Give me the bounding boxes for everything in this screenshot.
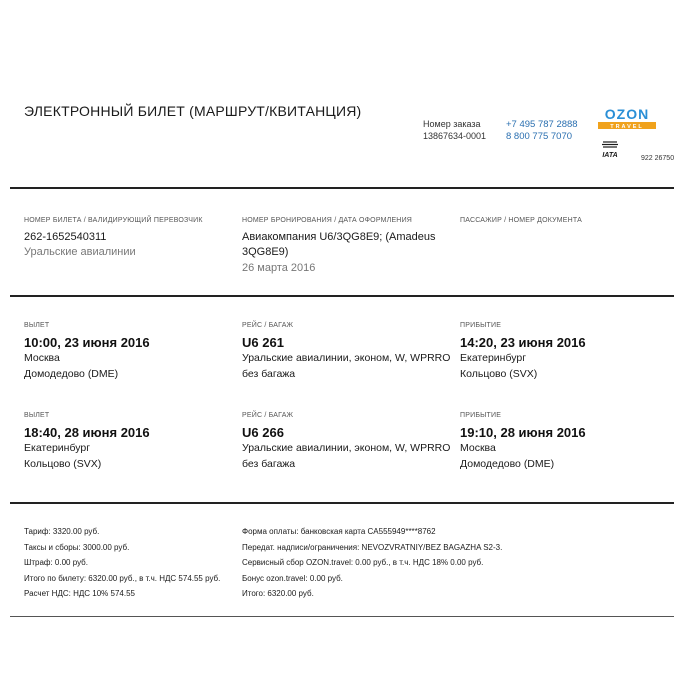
iata-text: IATA	[602, 152, 618, 159]
segment-1-arrival	[460, 322, 586, 382]
segment-1-flight	[242, 322, 450, 382]
order-label: Номер заказа	[423, 119, 481, 129]
passenger-label: ПАССАЖИР / НОМЕР ДОКУМЕНТА	[460, 217, 583, 224]
fare-line: Тариф: 3320.00 руб.	[24, 527, 100, 536]
departure-label: ВЫЛЕТ	[24, 322, 50, 329]
arrival-label: ПРИБЫТИЕ	[460, 412, 502, 419]
arrival-label: ПРИБЫТИЕ	[460, 322, 502, 329]
booking-date: 26 марта 2016	[242, 262, 316, 274]
booking-line-1: Авиакомпания U6/3QG8E9; (Amadeus	[242, 231, 436, 243]
flight-label: РЕЙС / БАГАЖ	[242, 412, 294, 419]
order-number: 13867634-0001	[423, 131, 487, 141]
segment-2-flight	[242, 412, 450, 472]
flight-info: Уральские авиалинии, эконом, W, WPRRO	[242, 352, 451, 364]
arrival-time: 14:20, 23 июня 2016	[460, 335, 586, 350]
arrival-airport: Домодедово (DME)	[460, 458, 555, 470]
departure-airport: Кольцово (SVX)	[24, 458, 102, 470]
segment-1-departure	[24, 322, 150, 382]
logo-subtext: TRAVEL	[610, 124, 644, 130]
departure-time: 10:00, 23 июня 2016	[24, 335, 150, 350]
info-divider	[10, 295, 674, 297]
ticket-total-line: Итого по билету: 6320.00 руб., в т.ч. НДС 574.55 руб.	[24, 573, 221, 583]
restrictions-line: Передат. надписи/ограничения: NEVOZVRATNIY/BEZ BAGAZHA S2-3.	[242, 542, 503, 552]
segment-2-departure	[24, 412, 150, 472]
fare-summary-right	[242, 527, 502, 605]
departure-city: Екатеринбург	[24, 442, 91, 454]
phone-link-2[interactable]: 8 800 775 7070	[506, 131, 573, 142]
arrival-city: Екатеринбург	[460, 352, 527, 364]
logo-text: OZON	[604, 106, 650, 122]
bonus-line: Бонус ozon.travel: 0.00 руб.	[242, 573, 343, 583]
departure-time: 18:40, 28 июня 2016	[24, 425, 150, 440]
flight-number: U6 261	[242, 335, 284, 350]
segment-2-arrival	[460, 412, 586, 472]
iata-number: 922 26750	[641, 155, 675, 162]
booking-line-2: 3QG8E9)	[242, 246, 289, 258]
penalty-line: Штраф: 0.00 руб.	[24, 558, 88, 567]
arrival-city: Москва	[460, 442, 496, 454]
vat-line: Расчет НДС: НДС 10% 574.55	[24, 589, 135, 598]
baggage-info: без багажа	[242, 458, 296, 470]
segments-divider	[10, 502, 674, 504]
ozon-travel-logo	[596, 106, 658, 130]
fare-summary-left	[24, 527, 220, 605]
footer-divider	[10, 616, 674, 617]
header-divider	[10, 187, 674, 189]
payment-form-line: Форма оплаты: банковская карта CA555949****8762	[242, 527, 436, 536]
flight-info: Уральские авиалинии, эконом, W, WPRRO	[242, 442, 451, 454]
flight-number: U6 266	[242, 425, 284, 440]
baggage-info: без багажа	[242, 368, 296, 380]
taxes-line: Таксы и сборы: 3000.00 руб.	[24, 542, 130, 552]
service-fee-line: Сервисный сбор OZON.travel: 0.00 руб., в т.ч. НДС 18% 0.00 руб.	[242, 558, 484, 567]
booking-label: НОМЕР БРОНИРОВАНИЯ / ДАТА ОФОРМЛЕНИЯ	[242, 217, 413, 224]
ticket-number: 262-1652540311	[24, 231, 107, 243]
phone-link-1[interactable]: +7 495 787 2888	[506, 119, 578, 130]
grand-total-line: Итого: 6320.00 руб.	[242, 589, 314, 598]
departure-airport: Домодедово (DME)	[24, 368, 119, 380]
departure-label: ВЫЛЕТ	[24, 412, 50, 419]
arrival-airport: Кольцово (SVX)	[460, 368, 538, 380]
page-title: ЭЛЕКТРОННЫЙ БИЛЕТ (МАРШРУТ/КВИТАНЦИЯ)	[24, 103, 362, 119]
ticket-label: НОМЕР БИЛЕТА / ВАЛИДИРУЮЩИЙ ПЕРЕВОЗЧИК	[24, 217, 203, 224]
arrival-time: 19:10, 28 июня 2016	[460, 425, 586, 440]
departure-city: Москва	[24, 352, 60, 364]
iata-logo	[597, 139, 623, 159]
flight-label: РЕЙС / БАГАЖ	[242, 322, 294, 329]
validating-carrier: Уральские авиалинии	[24, 246, 136, 258]
